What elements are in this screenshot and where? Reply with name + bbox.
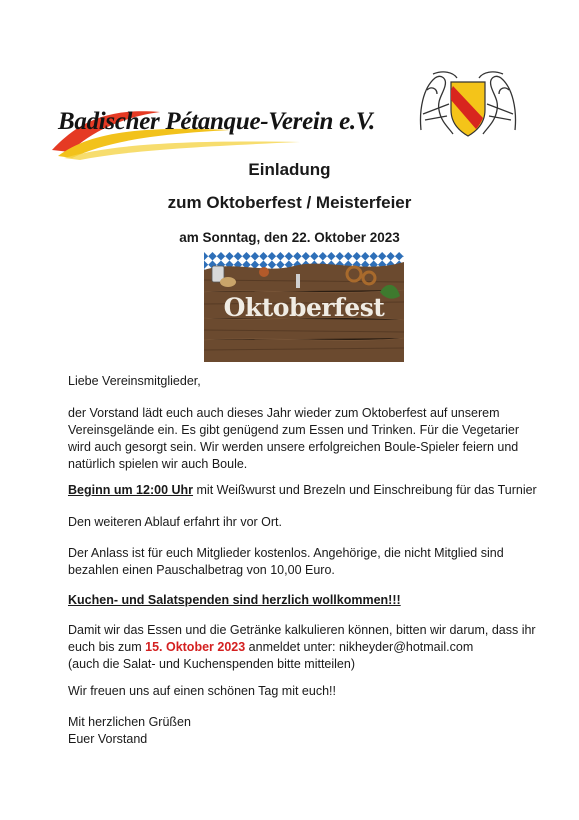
intro-paragraph — [68, 405, 528, 473]
regards-text: Mit herzlichen Grüßen — [68, 715, 191, 729]
schedule-text: Den weiteren Ablauf erfahrt ihr vor Ort. — [68, 515, 282, 529]
schedule-paragraph — [68, 514, 528, 531]
register-line — [68, 639, 528, 656]
club-logo-text: Badischer Pétanque-Verein e.V. — [58, 108, 375, 135]
register-line: (auch die Salat- und Kuchenspenden bitte mitteilen) — [68, 657, 355, 671]
register-deadline: 15. Oktober 2023 — [145, 640, 246, 654]
page-subtitle: zum Oktoberfest / Meisterfeier — [167, 193, 412, 212]
page-title: Einladung — [248, 160, 331, 179]
closing-paragraph — [68, 683, 528, 700]
greeting-text: Liebe Vereinsmitglieder, — [68, 374, 201, 388]
oktoberfest-banner — [204, 252, 404, 362]
registration-paragraph — [68, 622, 536, 673]
event-date: am Sonntag, den 22. Oktober 2023 — [179, 230, 400, 245]
start-time: Beginn um 12:00 Uhr — [68, 483, 194, 497]
fee-line: Der Anlass ist für euch Mitglieder kostenlos. Angehörige, die nicht Mitglied sind — [68, 546, 504, 560]
start-details: mit Weißwurst und Brezeln und Einschreibung für das Turnier — [193, 483, 537, 497]
fee-line: bezahlen einen Pauschalbetrag von 10,00 Euro. — [68, 563, 335, 577]
register-pre: euch bis zum — [68, 640, 146, 654]
intro-line: wird auch gesorgt sein. Wir werden unsere erfolgreichen Boule-Spieler feiern und — [68, 440, 519, 454]
club-crest-icon — [413, 70, 523, 140]
intro-line: der Vorstand lädt euch auch dieses Jahr wieder zum Oktoberfest auf unserem — [68, 406, 500, 420]
start-line — [68, 482, 537, 499]
register-line: Damit wir das Essen und die Getränke kalkulieren können, bitten wir darum, dass ihr — [68, 623, 536, 637]
donations-paragraph — [68, 592, 528, 609]
greeting — [68, 373, 528, 390]
start-paragraph — [68, 482, 537, 499]
signature-text: Euer Vorstand — [68, 732, 148, 746]
intro-line: natürlich spielen wir auch Boule. — [68, 457, 248, 471]
closing-text: Wir freuen uns auf einen schönen Tag mit euch!! — [68, 684, 336, 698]
signature-block — [68, 714, 528, 748]
register-contact: anmeldet unter: nikheyder@hotmail.com — [245, 640, 474, 654]
fee-paragraph — [68, 545, 528, 579]
intro-line: Vereinsgelände ein. Es gibt genügend zum Essen und Trinken. Für die Vegetarier — [68, 423, 519, 437]
donations-text: Kuchen- und Salatspenden sind herzlich wollkommen!!! — [68, 593, 401, 607]
banner-title: Oktoberfest — [223, 293, 385, 322]
